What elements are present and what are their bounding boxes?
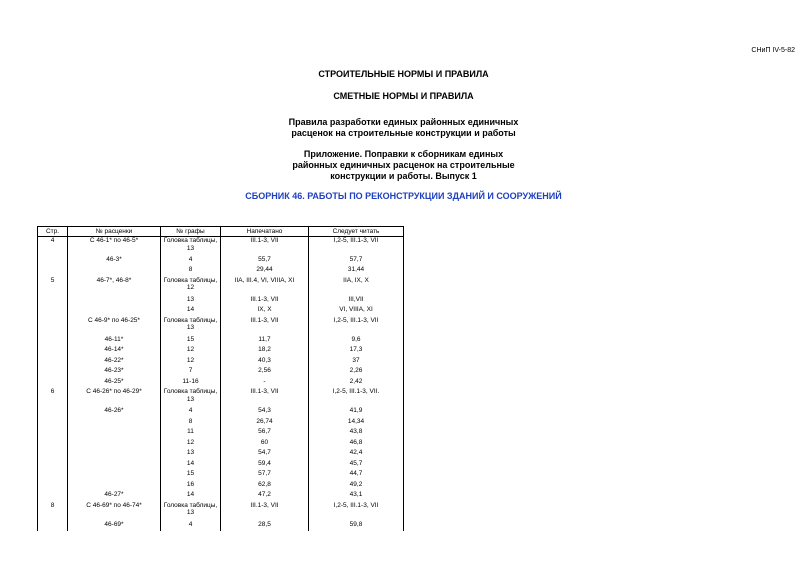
appendix-line: Приложение. Поправки к сборникам единых: [303, 149, 504, 159]
table-row: [38, 502, 404, 521]
cell-should-read: 59,8: [309, 521, 404, 532]
cell-page: [38, 296, 68, 307]
cell-should-read: 37: [309, 357, 404, 368]
cell-printed: 26,74: [221, 418, 309, 429]
cell-should-read: 2,26: [309, 367, 404, 378]
cell-page: [38, 470, 68, 481]
cell-page: [38, 306, 68, 317]
cell-rate-number: [68, 428, 161, 439]
cell-page: [38, 428, 68, 439]
cell-page: [38, 418, 68, 429]
cell-page: 8: [38, 502, 68, 521]
cell-page: [38, 491, 68, 502]
cell-page: [38, 521, 68, 532]
cell-column-number: 14: [161, 491, 221, 502]
table-row: [38, 449, 404, 460]
cell-should-read: 42,4: [309, 449, 404, 460]
cell-column-number: 13: [161, 296, 221, 307]
cell-page: [38, 346, 68, 357]
cell-should-read: VI, VIIIA, XI: [309, 306, 404, 317]
cell-printed: 54,7: [221, 449, 309, 460]
cell-rate-number: [68, 470, 161, 481]
cell-printed: 28,5: [221, 521, 309, 532]
cell-printed: III.1-3, VII: [221, 317, 309, 336]
cell-printed: 2,56: [221, 367, 309, 378]
cell-page: [38, 266, 68, 277]
table-row: [38, 306, 404, 317]
cell-column-number: 8: [161, 266, 221, 277]
cell-page: [38, 378, 68, 389]
cell-rate-number: С 46-1* по 46-5*: [68, 237, 161, 256]
cell-should-read: III,VII: [309, 296, 404, 307]
table-header-row: [38, 227, 404, 237]
header-page: Стр.: [38, 227, 68, 237]
table-row: [38, 266, 404, 277]
cell-rate-number: [68, 481, 161, 492]
header-should-read: Следует читать: [309, 227, 404, 237]
subtitle-line: Правила разработки единых районных единичных: [288, 117, 519, 127]
table-row: [38, 388, 404, 407]
cell-printed: 55,7: [221, 256, 309, 267]
cell-printed: 29,44: [221, 266, 309, 277]
cell-printed: III.1-3, VII: [221, 296, 309, 307]
cell-rate-number: С 46-26* по 46-29*: [68, 388, 161, 407]
cell-should-read: 31,44: [309, 266, 404, 277]
cell-should-read: 2,42: [309, 378, 404, 389]
cell-column-number: 14: [161, 460, 221, 471]
cell-should-read: I,2-5, III.1-3, VII: [309, 237, 404, 256]
cell-rate-number: [68, 296, 161, 307]
cell-should-read: 17,3: [309, 346, 404, 357]
table-row: [38, 470, 404, 481]
cell-should-read: 43,8: [309, 428, 404, 439]
header-printed: Напечатано: [221, 227, 309, 237]
appendix-line: конструкции и работы. Выпуск 1: [330, 171, 477, 181]
cell-printed: 62,8: [221, 481, 309, 492]
document-subtitle: [0, 117, 807, 139]
table-row: [38, 407, 404, 418]
cell-page: [38, 367, 68, 378]
cell-printed: 60: [221, 439, 309, 450]
cell-printed: 59,4: [221, 460, 309, 471]
cell-page: [38, 449, 68, 460]
cell-page: 6: [38, 388, 68, 407]
cell-rate-number: [68, 460, 161, 471]
table-row: [38, 378, 404, 389]
cell-printed: III.1-3, VII: [221, 388, 309, 407]
table-row: [38, 428, 404, 439]
cell-column-number: 16: [161, 481, 221, 492]
cell-column-number: 4: [161, 521, 221, 532]
cell-should-read: I,2-5, III.1-3, VII.: [309, 388, 404, 407]
cell-rate-number: 46-26*: [68, 407, 161, 418]
cell-rate-number: 46-69*: [68, 521, 161, 532]
cell-rate-number: 46-11*: [68, 336, 161, 347]
cell-column-number: Головка таблицы, 12: [161, 277, 221, 296]
cell-should-read: I,2-5, III.1-3, VII: [309, 317, 404, 336]
cell-should-read: 44,7: [309, 470, 404, 481]
cell-should-read: 41,9: [309, 407, 404, 418]
cell-should-read: 43,1: [309, 491, 404, 502]
header-column-number: № графы: [161, 227, 221, 237]
cell-column-number: 7: [161, 367, 221, 378]
cell-column-number: 12: [161, 346, 221, 357]
cell-should-read: 45,7: [309, 460, 404, 471]
table-row: [38, 521, 404, 532]
appendix-title: [0, 149, 807, 182]
table-row: [38, 418, 404, 429]
cell-should-read: I,2-5, III.1-3, VII: [309, 502, 404, 521]
table-row: [38, 336, 404, 347]
cell-column-number: 15: [161, 336, 221, 347]
cell-column-number: 8: [161, 418, 221, 429]
cell-rate-number: [68, 439, 161, 450]
cell-printed: 11,7: [221, 336, 309, 347]
cell-column-number: 4: [161, 256, 221, 267]
cell-rate-number: 46-14*: [68, 346, 161, 357]
cell-rate-number: 46-27*: [68, 491, 161, 502]
cell-page: [38, 317, 68, 336]
cell-page: 4: [38, 237, 68, 256]
cell-printed: -: [221, 378, 309, 389]
cell-rate-number: [68, 306, 161, 317]
cell-should-read: 14,34: [309, 418, 404, 429]
cell-rate-number: 46-23*: [68, 367, 161, 378]
cell-printed: 54,3: [221, 407, 309, 418]
collection-heading: СБОРНИК 46. РАБОТЫ ПО РЕКОНСТРУКЦИИ ЗДАНИЙ И СООРУЖЕНИЙ: [245, 191, 562, 201]
cell-printed: 57,7: [221, 470, 309, 481]
cell-should-read: 49,2: [309, 481, 404, 492]
cell-printed: IIA, III.4, VI, VIIIA, XI: [221, 277, 309, 296]
cell-printed: III.1-3, VII: [221, 502, 309, 521]
main-title: СТРОИТЕЛЬНЫЕ НОРМЫ И ПРАВИЛА: [318, 69, 489, 79]
table-row: [38, 439, 404, 450]
cell-column-number: 12: [161, 439, 221, 450]
cell-column-number: 12: [161, 357, 221, 368]
cell-rate-number: 46-7*, 46-8*: [68, 277, 161, 296]
cell-printed: 56,7: [221, 428, 309, 439]
header-rate-number: № расценки: [68, 227, 161, 237]
cell-rate-number: [68, 266, 161, 277]
cell-printed: 40,3: [221, 357, 309, 368]
corrections-table: [37, 226, 404, 531]
cell-should-read: 57,7: [309, 256, 404, 267]
cell-rate-number: 46-22*: [68, 357, 161, 368]
table-row: [38, 346, 404, 357]
cell-rate-number: С 46-69* по 46-74*: [68, 502, 161, 521]
table-row: [38, 460, 404, 471]
table-row: [38, 357, 404, 368]
cell-column-number: 14: [161, 306, 221, 317]
table-row: [38, 277, 404, 296]
cell-rate-number: 46-25*: [68, 378, 161, 389]
subtitle-line: расценок на строительные конструкции и работы: [291, 128, 516, 138]
cell-page: [38, 460, 68, 471]
cell-rate-number: 46-3*: [68, 256, 161, 267]
cell-column-number: Головка таблицы, 13: [161, 237, 221, 256]
table-row: [38, 317, 404, 336]
cell-printed: 18,2: [221, 346, 309, 357]
table-row: [38, 296, 404, 307]
cell-column-number: 13: [161, 449, 221, 460]
cell-page: [38, 357, 68, 368]
document-code: СНиП IV-5-82: [751, 47, 795, 54]
table-row: [38, 367, 404, 378]
cell-page: [38, 256, 68, 267]
table-row: [38, 237, 404, 256]
cell-column-number: 11: [161, 428, 221, 439]
table-row: [38, 481, 404, 492]
cell-column-number: 11-16: [161, 378, 221, 389]
cell-should-read: 9,6: [309, 336, 404, 347]
cell-page: 5: [38, 277, 68, 296]
appendix-line: районных единичных расценок на строительные: [292, 160, 515, 170]
cell-page: [38, 439, 68, 450]
cell-page: [38, 336, 68, 347]
table-row: [38, 491, 404, 502]
cell-column-number: 15: [161, 470, 221, 481]
cell-column-number: Головка таблицы, 13: [161, 317, 221, 336]
cell-printed: 47,2: [221, 491, 309, 502]
cell-printed: IX, X: [221, 306, 309, 317]
cell-rate-number: С 46-9* по 46-25*: [68, 317, 161, 336]
cell-should-read: IIA, IX, X: [309, 277, 404, 296]
cell-printed: III.1-3, VII: [221, 237, 309, 256]
table-row: [38, 256, 404, 267]
cell-rate-number: [68, 449, 161, 460]
cell-column-number: 4: [161, 407, 221, 418]
cell-rate-number: [68, 418, 161, 429]
cell-column-number: Головка таблицы, 13: [161, 502, 221, 521]
cell-should-read: 46,8: [309, 439, 404, 450]
cell-page: [38, 481, 68, 492]
secondary-title: СМЕТНЫЕ НОРМЫ И ПРАВИЛА: [333, 91, 474, 101]
cell-page: [38, 407, 68, 418]
cell-column-number: Головка таблицы, 13: [161, 388, 221, 407]
